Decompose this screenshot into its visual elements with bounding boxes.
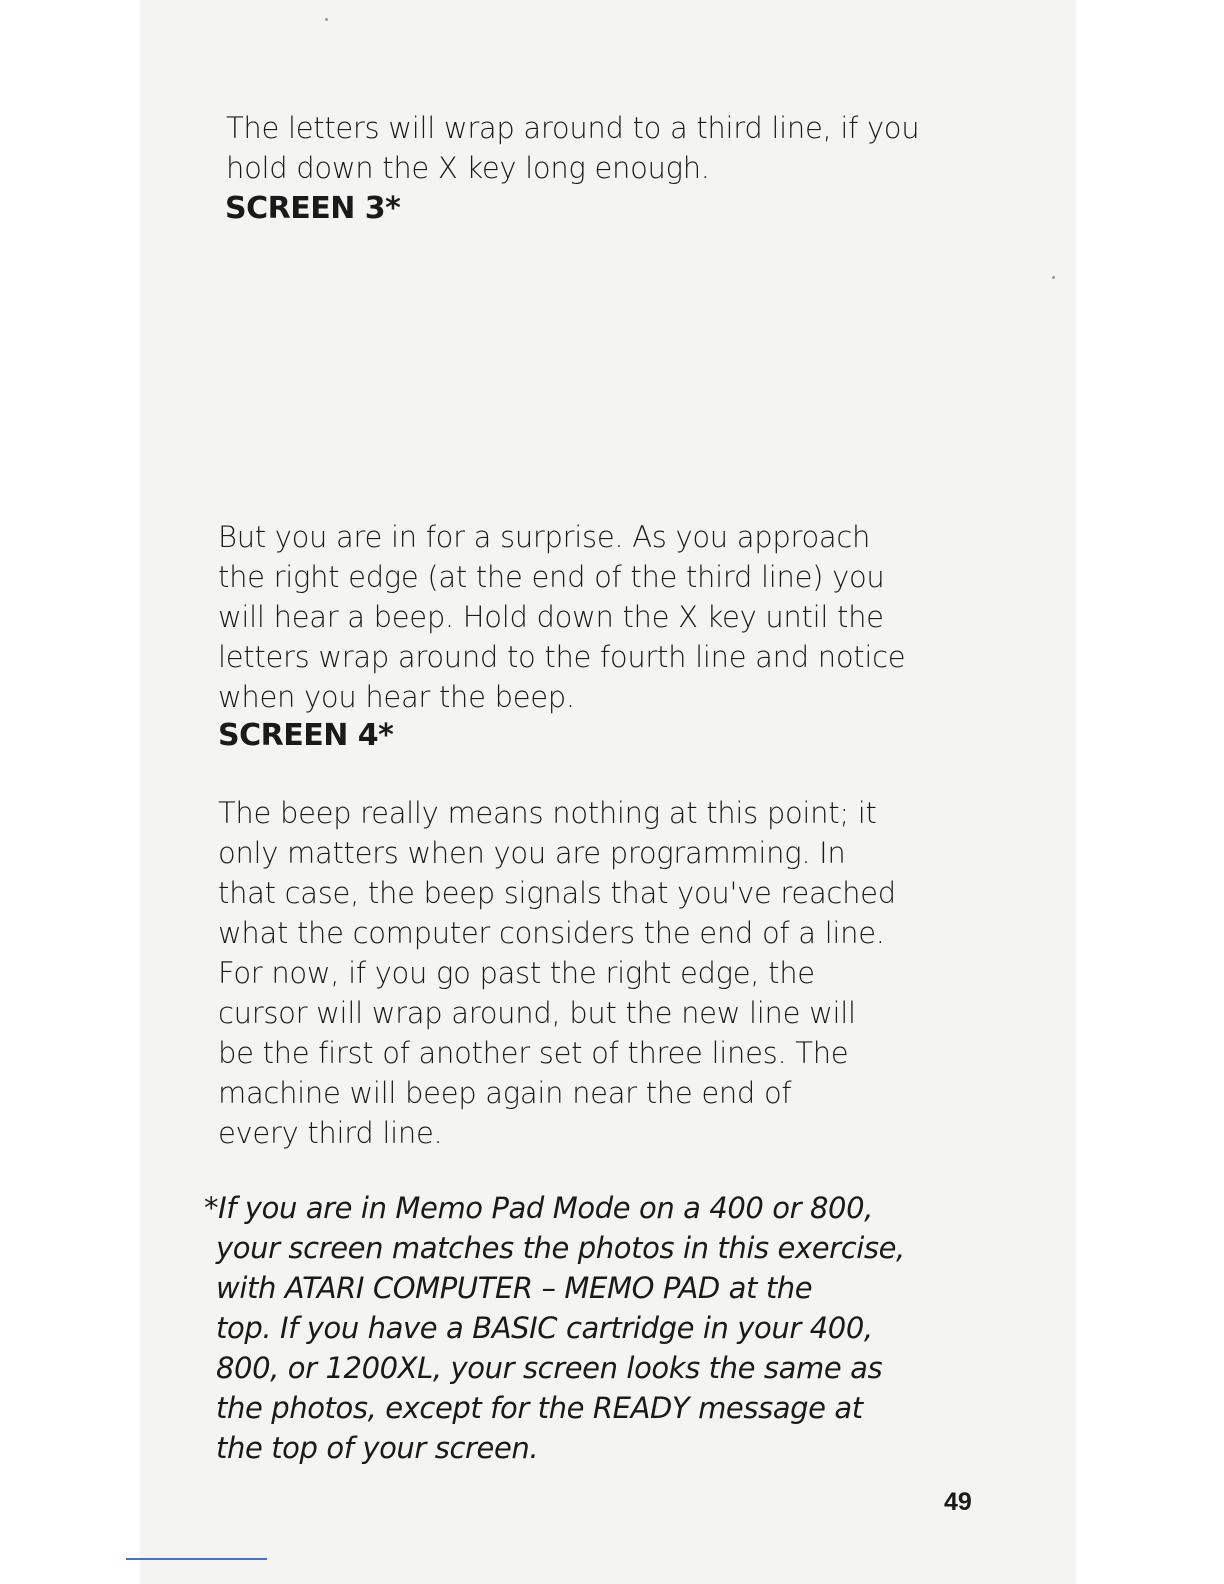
text-line: what the computer considers the end of a line.: [218, 916, 885, 950]
footnote-line: with ATARI COMPUTER – MEMO PAD at the: [216, 1271, 813, 1305]
paragraph-beep-meaning: [218, 793, 896, 1153]
footnote-line: the top of your screen.: [216, 1431, 539, 1465]
scan-speck: [325, 18, 328, 21]
text-line: But you are in for a surprise. As you approach: [218, 520, 871, 554]
screen-4-heading: SCREEN 4*: [218, 718, 394, 753]
text-line: letters wrap around to the fourth line and notice: [218, 640, 906, 674]
scan-speck: [1052, 276, 1055, 279]
text-line: The letters will wrap around to a third line, if you: [226, 111, 920, 145]
text-line: machine will beep again near the end of: [218, 1076, 792, 1110]
text-line: The beep really means nothing at this point; it: [218, 796, 877, 830]
footnote-line: top. If you have a BASIC cartridge in your 400,: [216, 1311, 873, 1345]
paragraph-wrap-third-line: [226, 108, 919, 188]
page-number: 49: [944, 1488, 972, 1516]
text-line: hold down the X key long enough.: [226, 151, 710, 185]
footnote-line: 800, or 1200XL, your screen looks the same as: [216, 1351, 883, 1385]
text-line: the right edge (at the end of the third line) you: [218, 560, 885, 594]
screen-3-heading: SCREEN 3*: [225, 191, 401, 226]
text-line: For now, if you go past the right edge, the: [218, 956, 815, 990]
footnote-line: your screen matches the photos in this exercise,: [216, 1231, 905, 1265]
text-line: only matters when you are programming. In: [218, 836, 846, 870]
footnote-line: *If you are in Memo Pad Mode on a 400 or 800,: [204, 1191, 873, 1225]
scan-edge-line: [126, 1558, 267, 1560]
footnote-line: the photos, except for the READY message at: [216, 1391, 863, 1425]
text-line: be the first of another set of three lines. The: [218, 1036, 849, 1070]
text-line: will hear a beep. Hold down the X key until the: [218, 600, 884, 634]
paragraph-surprise-beep: [218, 517, 905, 717]
text-line: when you hear the beep.: [218, 680, 575, 714]
text-line: cursor will wrap around, but the new line will: [218, 996, 856, 1030]
text-line: every third line.: [218, 1116, 443, 1150]
footnote-memo-pad: [204, 1188, 905, 1468]
text-line: that case, the beep signals that you've reached: [218, 876, 896, 910]
